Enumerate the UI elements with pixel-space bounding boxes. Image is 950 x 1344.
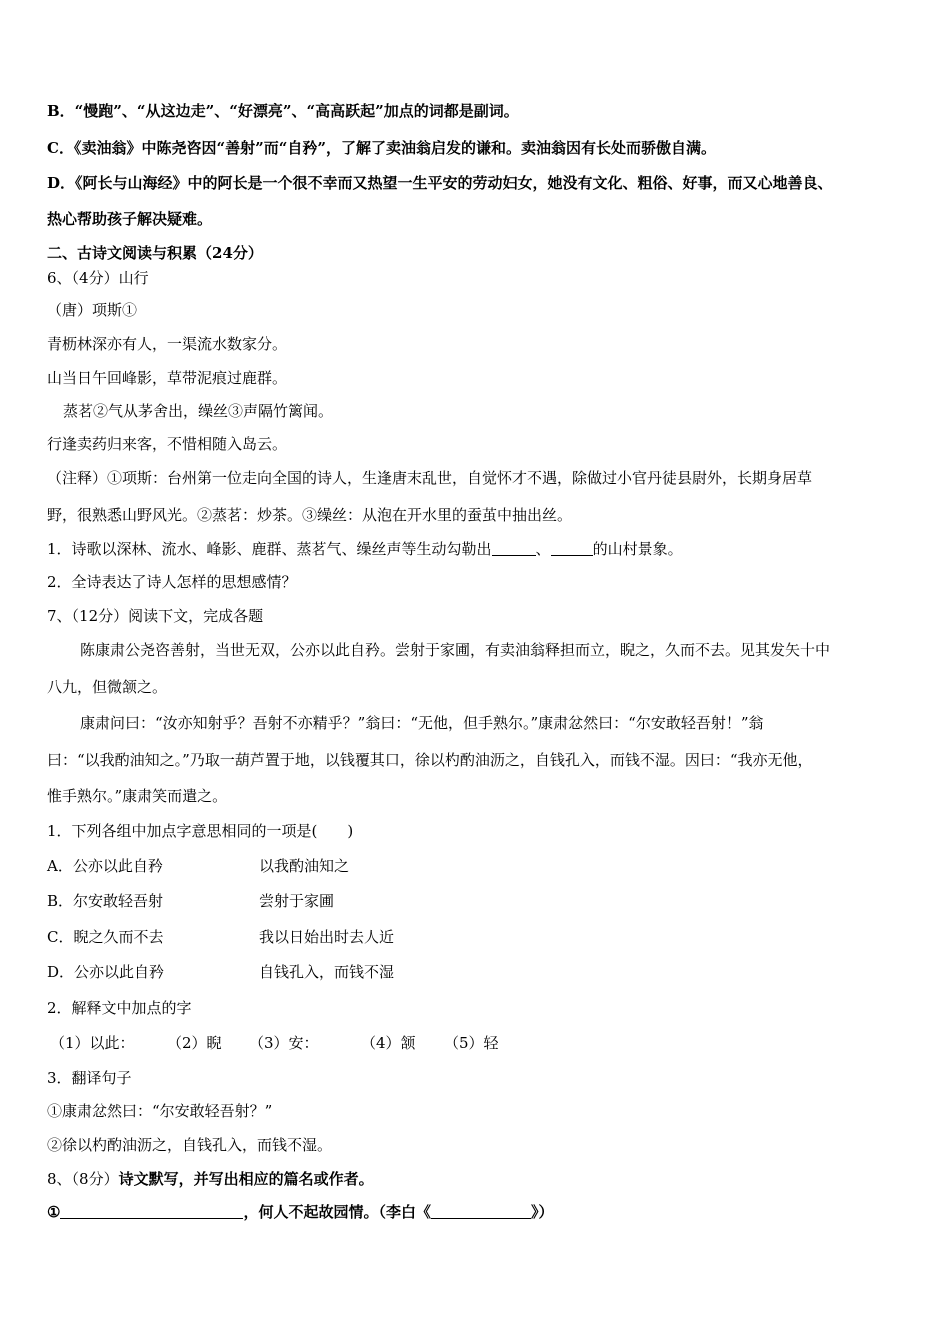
q6-poem-line-3: 蒸茗②气从茅舍出，缲丝③声隔竹篱闻。 [63, 402, 334, 420]
q7-translate-1: ①康肃忿然曰：“尔安敢轻吾射？” [47, 1102, 273, 1120]
q8-circle-number: ① [47, 1203, 61, 1221]
section-heading: 二、古诗文阅读与积累（24分） [47, 244, 263, 262]
q7-option-d-left: D．公亦以此自矜 [47, 963, 165, 981]
q7-word-1: （1）以此： [50, 1034, 135, 1052]
q8-poem-text: ，何人不起故园情。（李白《 [243, 1203, 431, 1221]
q7-option-d-right: 自钱孔入，而钱不湿 [259, 963, 395, 981]
q6-poem-line-1: 青枥林深亦有人，一渠流水数家分。 [47, 335, 288, 353]
option-d-line1: D．《阿长与山海经》中的阿长是一个很不幸而又热望一生平安的劳动妇女，她没有文化、粗俗、好事，而又心地善良、 [47, 174, 833, 192]
q7-option-c-left: C．睨之久而不去 [47, 928, 164, 946]
answer-blank-2[interactable] [551, 541, 593, 556]
q6-note-line1: （注释）①项斯：台州第一位走向全国的诗人，生逢唐末乱世，自觉怀才不遇，除做过小官丹徒县尉外，长期身居草 [47, 469, 813, 487]
answer-blank-3[interactable] [60, 1204, 243, 1219]
q7-option-b-left: B．尔安敢轻吾射 [47, 892, 164, 910]
q7-sub1: 1．下列各组中加点字意思相同的一项是( ) [47, 822, 354, 840]
q6-author: （唐）项斯① [47, 301, 138, 319]
option-b: B．“慢跑”、“从这边走”、“好漂亮”、“高高跃起”加点的词都是副词。 [47, 102, 519, 120]
q8-instruction: 诗文默写，并写出相应的篇名或作者。 [118, 1170, 374, 1188]
q7-para1-line1: 陈康肃公尧咨善射，当世无双，公亦以此自矜。尝射于家圃，有卖油翁释担而立，睨之，久而不去。见其发矢十中 [80, 641, 831, 659]
q7-sub2: 2．解释文中加点的字 [47, 999, 192, 1017]
q6-note-line2: 野，很熟悉山野风光。②蒸茗：炒茶。③缲丝：从泡在开水里的蚕茧中抽出丝。 [47, 506, 573, 524]
q6-title: 6、（4分）山行 [47, 269, 149, 287]
q7-option-b-right: 尝射于家圃 [259, 892, 335, 910]
q8-number: 8、（8分） [47, 1170, 119, 1188]
q7-word-4: （4）颔 [361, 1034, 416, 1052]
answer-blank-4[interactable] [431, 1204, 531, 1219]
q7-word-3: （3）安： [249, 1034, 319, 1052]
q7-para2-line3: 惟手熟尔。”康肃笑而遣之。 [47, 787, 228, 805]
q7-translate-2: ②徐以杓酌油沥之，自钱孔入，而钱不湿。 [47, 1136, 333, 1154]
q7-option-a-left: A．公亦以此自矜 [47, 857, 163, 875]
q6-sub1-text: 1．诗歌以深林、流水、峰影、鹿群、蒸茗气、缲丝声等生动勾勒出 [47, 540, 492, 558]
q6-poem-line-2: 山当日午回峰影，草带泥痕过鹿群。 [47, 369, 288, 387]
q7-sub3: 3．翻译句子 [47, 1069, 132, 1087]
q7-title: 7、（12分）阅读下文，完成各题 [47, 607, 264, 625]
q7-word-2: （2）睨 [167, 1034, 222, 1052]
q6-sub1 [47, 539, 683, 559]
q7-option-c-right: 我以日始出时去人近 [259, 928, 395, 946]
q8-title [47, 1169, 374, 1189]
q7-word-5: （5）轻 [444, 1034, 499, 1052]
answer-blank-1[interactable] [492, 541, 536, 556]
q7-para1-line2: 八九，但微颔之。 [47, 678, 168, 696]
q6-poem-line-4: 行逢卖药归来客，不惜相随入岛云。 [47, 435, 288, 453]
q6-sub2: 2．全诗表达了诗人怎样的思想感情？ [47, 573, 297, 591]
q7-para2-line2: 曰：“以我酌油知之。”乃取一葫芦置于地，以钱覆其口，徐以杓酌油沥之，自钱孔入，而钱不湿。因曰：“我亦无他， [47, 751, 813, 769]
q6-sub1-sep: 、 [535, 540, 551, 558]
q8-close: 》） [530, 1203, 554, 1221]
option-c: C．《卖油翁》中陈尧咨因“善射”而“自矜”，了解了卖油翁启发的谦和。卖油翁因有长处而骄傲自满。 [47, 139, 716, 157]
q7-para2-line1: 康肃问曰：“汝亦知射乎？吾射不亦精乎？”翁曰：“无他，但手熟尔。”康肃忿然曰：“尔安敢轻吾射！”翁 [80, 714, 764, 732]
option-d-line2: 热心帮助孩子解决疑难。 [47, 210, 213, 228]
q6-sub1-tail: 的山村景象。 [592, 540, 683, 558]
q8-line-1 [47, 1202, 553, 1222]
q7-option-a-right: 以我酌油知之 [259, 857, 350, 875]
